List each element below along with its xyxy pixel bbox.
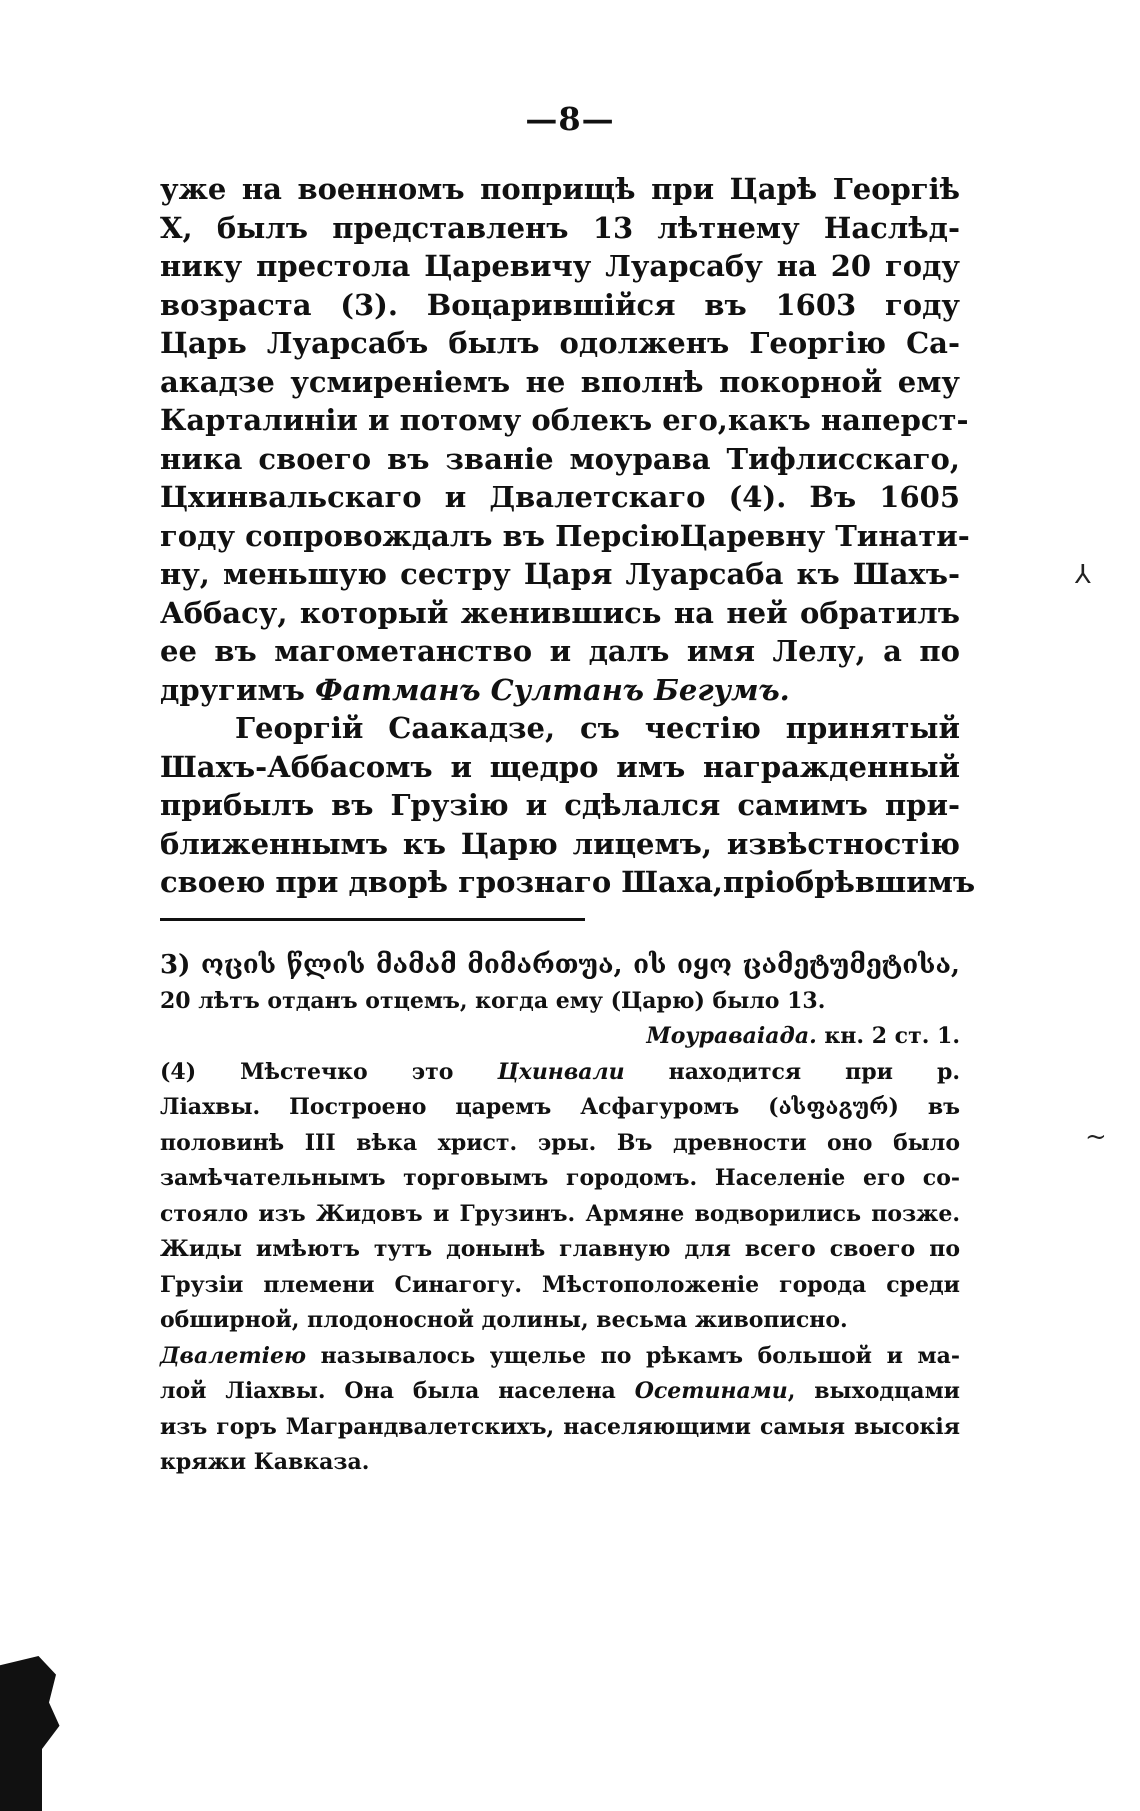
footnote-4-line: замѣчательнымъ торговымъ городомъ. Населеніе его со- bbox=[160, 1165, 960, 1191]
footnote-4-line: обширной, плодоносной долины, весьма живописно. bbox=[160, 1307, 848, 1333]
footnote-divider bbox=[160, 918, 585, 921]
text-fragment: лой Ліахвы. Она была населена bbox=[160, 1378, 635, 1404]
paragraph-start-line: Георгій Саакадзе, съ честію принятый bbox=[235, 711, 960, 745]
text-line: Аббасу, который женившись на ней обратилъ bbox=[160, 595, 960, 630]
text-line: Карталиніи и потому облекъ его,какъ наперст- bbox=[160, 403, 969, 437]
footnote-4-line: изъ горъ Маграндвалетскихъ, населяющими самыя высокія bbox=[160, 1413, 960, 1440]
people-name: Осетинами bbox=[634, 1378, 788, 1404]
text-line: году сопровождалъ въ ПерсіюЦаревну Тинати- bbox=[160, 518, 970, 553]
margin-mark: ⅄ bbox=[1075, 560, 1091, 590]
text-fragment: называлось ущелье по рѣкамъ большой и ма- bbox=[306, 1342, 960, 1369]
text-line: ну, меньшую сестру Царя Луарсаба къ Шахъ- bbox=[160, 557, 960, 591]
footnote-3-georgian: 3) ოცის წლის მამამ მიმართუა, ის იყო ცამეტ​უმეტისა, bbox=[160, 950, 960, 980]
italic-name: Фатманъ Султанъ Бегумъ. bbox=[314, 672, 790, 707]
text-line: нику престола Царевичу Луарсабу на 20 году bbox=[160, 249, 960, 283]
footnote-4-line: половинѣ III вѣка христ. эры. Въ древности оно было bbox=[160, 1129, 960, 1156]
footnote-4-line: кряжи Кавказа. bbox=[160, 1449, 370, 1475]
footnote-3-source bbox=[160, 1019, 960, 1055]
footnote-4-line: Грузіи племени Синагогу. Мѣстоположеніе города среди bbox=[160, 1271, 960, 1298]
main-text-block bbox=[160, 170, 976, 902]
text-line: прибылъ въ Грузію и сдѣлался самимъ при- bbox=[160, 788, 960, 822]
text-line: ее въ магометанство и далъ имя Лелу, а по bbox=[160, 634, 960, 668]
footnote-4-line bbox=[160, 1055, 960, 1091]
text-fragment: другимъ bbox=[160, 672, 315, 707]
footnote-3-translation: 20 лѣтъ отданъ отцемъ, когда ему (Царю) было 13. bbox=[160, 987, 826, 1014]
place-name: Двалетіею bbox=[160, 1342, 307, 1369]
text-line: ника своего въ званіе моурава Тифлисскаго, bbox=[160, 441, 960, 476]
text-line: ближеннымъ къ Царю лицемъ, извѣстностію bbox=[160, 826, 960, 861]
footnote-4-line bbox=[160, 1374, 960, 1410]
text-line: уже на военномъ поприщѣ при Царѣ Георгіѣ bbox=[160, 172, 960, 206]
text-fragment: , выходцами bbox=[787, 1378, 960, 1404]
text-line: своею при дворѣ грознаго Шаха,пріобрѣвшимъ bbox=[160, 865, 976, 899]
footnote-4-line: Ліахвы. Построено царемъ Асфагуромъ (ასფაგურ) въ bbox=[160, 1094, 960, 1120]
source-reference: кн. 2 ст. 1. bbox=[816, 1023, 960, 1049]
text-line: Шахъ-Аббасомъ и щедро имъ награжденный bbox=[160, 749, 960, 784]
place-name: Цхинвали bbox=[497, 1058, 625, 1085]
text-line: акадзе усмиреніемъ не вполнѣ покорной ему bbox=[160, 364, 960, 399]
footnotes-block bbox=[160, 948, 960, 1481]
source-title: Моураваіада. bbox=[646, 1023, 817, 1049]
scan-dark-edge bbox=[0, 1656, 70, 1811]
footnote-4-line: стояло изъ Жидовъ и Грузинъ. Армяне водворились позже. bbox=[160, 1200, 960, 1227]
text-line: X, былъ представленъ 13 лѣтнему Наслѣд- bbox=[160, 210, 960, 245]
text-fragment: (4) Мѣстечко это bbox=[160, 1058, 498, 1085]
text-line-italic-name bbox=[160, 671, 960, 710]
text-line: Цхинвальскаго и Двалетскаго (4). Въ 1605 bbox=[160, 480, 960, 514]
text-fragment: находится при р. bbox=[624, 1058, 960, 1085]
text-line: Царь Луарсабъ былъ одолженъ Георгію Са- bbox=[160, 326, 960, 360]
text-line: возраста (3). Воцарившійся въ 1603 году bbox=[160, 287, 960, 322]
footnote-4-line bbox=[160, 1339, 960, 1375]
footnote-4-line: Жиды имѣютъ тутъ донынѣ главную для всего своего по bbox=[160, 1236, 960, 1262]
page-number: —8— bbox=[525, 100, 615, 138]
margin-dash: ~ bbox=[1085, 1122, 1107, 1152]
